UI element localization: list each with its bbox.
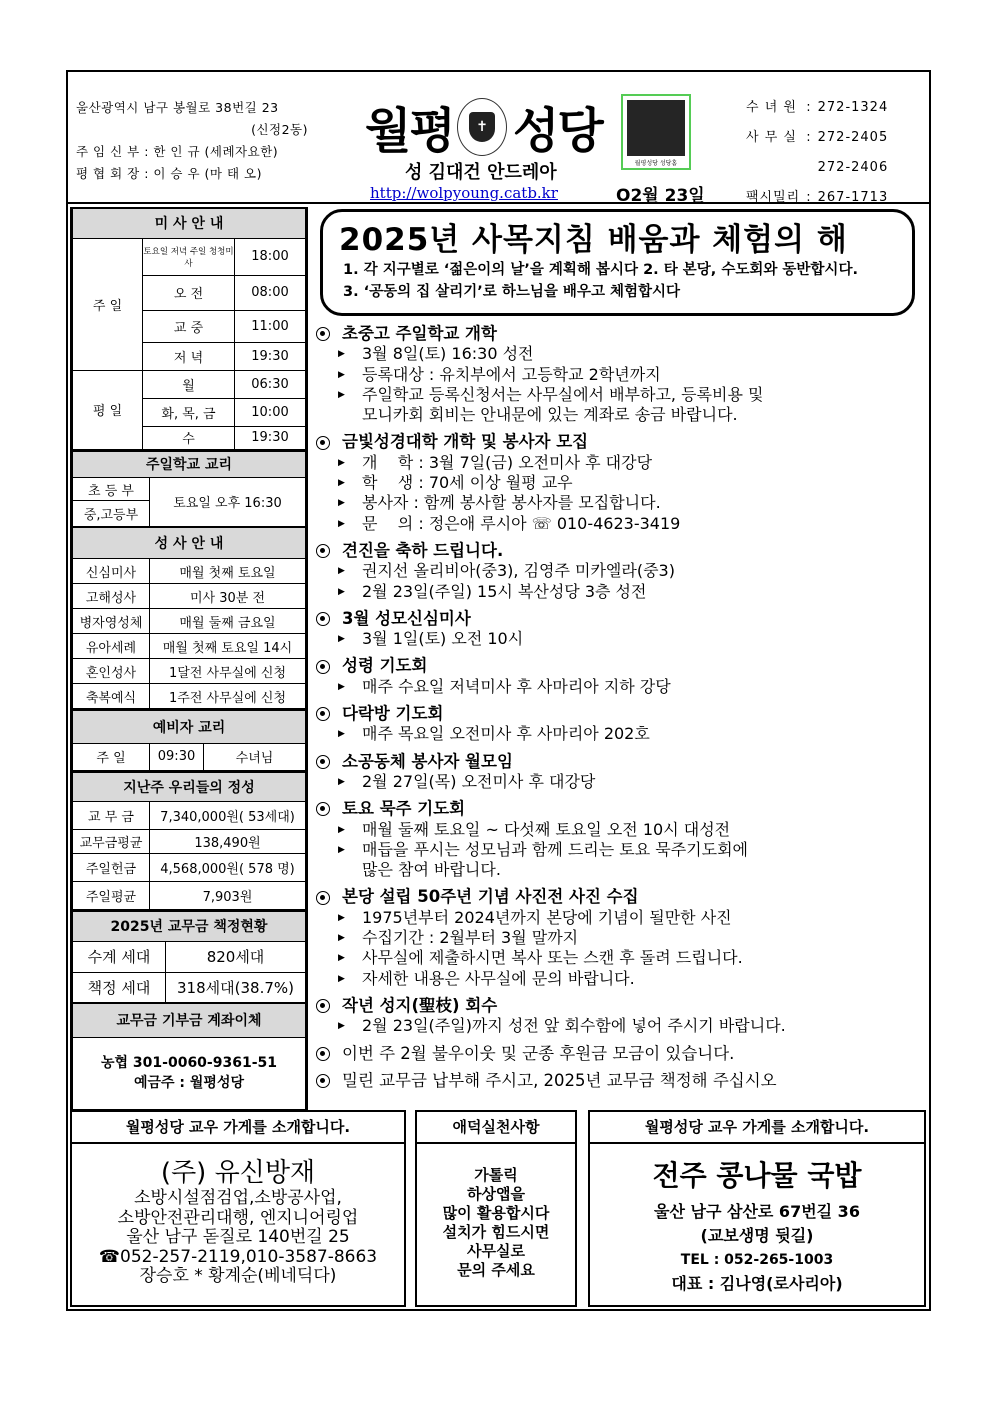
announcement-title: [316, 432, 922, 452]
shop-ad-right: [588, 1110, 926, 1307]
announcement-item-text: 매듭을 푸시는 성모님과 함께 드리는 토요 묵주기도회에 많은 참여 바랍니다.: [362, 839, 749, 880]
banner-line: 3. ‘공동의 집 살리기’로 하느님을 배우고 체험합시다: [343, 284, 681, 300]
contact-label: 사 무 실: [746, 130, 797, 145]
announcement-item-text: 매주 수요일 저녁미사 후 사마리아 지하 강당: [362, 676, 671, 696]
announcement-item-text: 매주 목요일 오전미사 후 사마리아 202호: [362, 724, 650, 744]
school-grade: 중,고등부: [73, 501, 150, 527]
announcement-title: [316, 541, 922, 561]
announcement: [316, 887, 922, 988]
contact-value: 272-2405: [817, 130, 889, 145]
announcement-item: [316, 772, 922, 792]
sacrament-name: 혼인성사: [73, 659, 150, 684]
announcement-title-text: 본당 설립 50주년 기념 사진전 사진 수집: [342, 887, 639, 907]
announcement-title: [316, 752, 922, 772]
mass-time: 19:30: [235, 342, 306, 370]
triangle-bullet-icon: ▶: [338, 729, 345, 740]
announcement-item-text: 문 의 : 정은애 루시아 ☏ 010-4623-3419: [362, 513, 681, 533]
qr-caption: 월평성당 성당홈: [634, 160, 678, 167]
pastor: 주 임 신 부 : 한 인 규 (세례자요한): [76, 144, 279, 159]
mass-name: 교 중: [143, 310, 235, 342]
radio-bullet-icon: [316, 707, 330, 721]
mass-time: 06:30: [235, 370, 306, 398]
pledge-title: 2025년 교무금 책정현황: [73, 911, 306, 941]
announcement: [316, 609, 922, 650]
triangle-bullet-icon: ▶: [338, 349, 345, 360]
charity-header: 애덕실천사항: [417, 1112, 575, 1144]
announcement: [316, 996, 922, 1037]
announcement-title: [316, 656, 922, 676]
contact-row: [744, 154, 890, 182]
announcement-item-text: 봉사자 : 함께 봉사할 봉사자를 모집합니다.: [362, 493, 661, 513]
radio-bullet-icon: [316, 436, 330, 450]
offering-label: 교 무 금: [73, 802, 150, 830]
announcement-item-text: 3월 8일(토) 16:30 성전: [362, 344, 534, 364]
announcement-item-text: 개 학 : 3월 7일(금) 오전미사 후 대강당: [362, 452, 653, 472]
announcement: [316, 324, 922, 425]
triangle-bullet-icon: ▶: [338, 681, 345, 692]
triangle-bullet-icon: ▶: [338, 953, 345, 964]
announcement-item: [316, 1016, 922, 1036]
triangle-bullet-icon: ▶: [338, 586, 345, 597]
sunday-school-title: 주일학교 교리: [73, 451, 306, 478]
announcement-title: [316, 1044, 922, 1064]
banner-line: 1. 각 지구별로 ‘젊은이의 날’을 계획해 봅시다 2. 타 본당, 수도회와 동반합시다.: [343, 262, 858, 278]
shop-name: 전주 콩나물 국밥: [652, 1159, 862, 1192]
announcement-title-text: 다락방 기도회: [342, 704, 444, 724]
offering-value: 4,568,000원( 578 명): [150, 854, 306, 882]
triangle-bullet-icon: ▶: [338, 369, 345, 380]
catechumen-teacher: 수녀님: [204, 743, 306, 770]
triangle-bullet-icon: ▶: [338, 518, 345, 529]
catechumen-day: 주 일: [73, 743, 150, 770]
announcement-title: [316, 609, 922, 629]
radio-bullet-icon: [316, 802, 330, 816]
announcement-item: [316, 948, 922, 968]
ad-header: 월평성당 교우 가게를 소개합니다.: [590, 1112, 924, 1144]
shop-address: 울산 남구 돋질로 140번길 25: [126, 1227, 350, 1247]
announcement-title-text: 성령 기도회: [342, 656, 428, 676]
charity-line: 많이 활용합시다: [442, 1204, 550, 1222]
contact-label: 팩시밀리: [746, 190, 801, 205]
radio-bullet-icon: [316, 612, 330, 626]
announcement-item-text: 학 생 : 70세 이상 월평 교우: [362, 473, 573, 493]
announcement-item: [316, 344, 922, 364]
announcement-title-text: 견진을 축하 드립니다.: [342, 540, 504, 560]
sidebar: [70, 207, 308, 1112]
announcement-item-text: 권지선 올리비아(중3), 김영주 미카엘라(중3): [362, 561, 675, 581]
mass-name: 저 녁: [143, 342, 235, 370]
offering-value: 7,340,000원( 53세대): [150, 802, 306, 830]
address-district: (신정2동): [251, 122, 308, 137]
contact-value: 272-2406: [817, 160, 889, 175]
triangle-bullet-icon: ▶: [338, 566, 345, 577]
mass-time: 10:00: [235, 398, 306, 426]
announcement-item: [316, 473, 922, 493]
offering-value: 7,903원: [150, 882, 306, 910]
header-divider: [66, 202, 931, 204]
triangle-bullet-icon: ▶: [338, 776, 345, 787]
announcement-item-text: 2월 23일(주일) 15시 복산성당 3층 성전: [362, 581, 647, 601]
sunday-label: 주 일: [73, 238, 143, 370]
pledge-value: 820세대: [166, 941, 306, 972]
sacrament-name: 축복예식: [73, 684, 150, 709]
radio-bullet-icon: [316, 1074, 330, 1088]
sacrament-schedule: 미사 30분 전: [150, 584, 306, 609]
charity-line: 문의 주세요: [457, 1261, 535, 1279]
radio-bullet-icon: [316, 544, 330, 558]
offering-value: 138,490원: [150, 830, 306, 854]
sacrament-name: 고해성사: [73, 584, 150, 609]
sacrament-name: 유아세례: [73, 634, 150, 659]
radio-bullet-icon: [316, 1047, 330, 1061]
church-seal-icon: ✝: [457, 98, 507, 156]
council-president: 평 협 회 장 : 이 승 우 (마 태 오): [76, 166, 262, 181]
charity-line: 하상앱을: [467, 1185, 525, 1203]
announcement-item-text: 2월 23일(주일)까지 성전 앞 회수함에 넣어 주시기 바랍니다.: [362, 1016, 786, 1036]
charity-line: 설치가 힘드시면: [442, 1223, 550, 1241]
triangle-bullet-icon: ▶: [338, 1021, 345, 1032]
sacrament-name: 병자영성체: [73, 609, 150, 634]
mass-time: 08:00: [235, 275, 306, 310]
announcement: [316, 799, 922, 880]
announcement-title-text: 소공동체 봉사자 월모임: [342, 751, 513, 771]
announcement-item: [316, 840, 922, 881]
announcement-item-text: 3월 1일(토) 오전 10시: [362, 629, 524, 649]
triangle-bullet-icon: ▶: [338, 844, 345, 855]
banner-title: 2025년 사목지침 배움과 체험의 해: [339, 222, 848, 258]
announcement: [316, 1044, 922, 1064]
announcement-item: [316, 820, 922, 840]
triangle-bullet-icon: ▶: [338, 478, 345, 489]
mass-title: 미 사 안 내: [73, 209, 306, 238]
bulletin-date: O2월 23일: [616, 186, 705, 206]
announcement-title: [316, 1071, 922, 1091]
announcement-item: [316, 928, 922, 948]
radio-bullet-icon: [316, 891, 330, 905]
triangle-bullet-icon: ▶: [338, 933, 345, 944]
announcement-item: [316, 582, 922, 602]
offering-label: 주일평균: [73, 882, 150, 910]
weekday-label: 평 일: [73, 370, 143, 449]
announcement-title: [316, 887, 922, 907]
triangle-bullet-icon: ▶: [338, 634, 345, 645]
pastoral-banner: [320, 209, 915, 316]
shop-phone: ☎052-257-2119,010-3587-8663: [98, 1246, 378, 1267]
triangle-bullet-icon: ▶: [338, 389, 345, 400]
contact-label: 수 녀 원: [746, 100, 797, 115]
announcement-title: [316, 324, 922, 344]
pledge-label: 수계 세대: [73, 941, 166, 972]
mass-name: 월: [143, 370, 235, 398]
announcement-item-text: 수집기간 : 2월부터 3월 말까지: [362, 928, 579, 948]
account-title: 교무금 기부금 계좌이체: [73, 1003, 306, 1037]
announcement-item: [316, 724, 922, 744]
contact-value: 267-1713: [817, 190, 889, 205]
contact-row: 팩시밀리 : 267-1713: [744, 184, 890, 212]
catechumen-title: 예비자 교리: [73, 710, 306, 743]
sacrament-schedule: 매월 첫째 토요일 14시: [150, 634, 306, 659]
offering-title: 지난주 우리들의 정성: [73, 772, 306, 802]
announcement-title-text: 밀린 교무금 납부해 주시고, 2025년 교무금 책정해 주십시오: [342, 1070, 777, 1090]
shop-owner: 장승호 * 황계순(베네딕다): [139, 1266, 337, 1286]
qr-code-icon[interactable]: [621, 94, 691, 170]
website-link[interactable]: http://wolpyoung.catb.kr: [370, 184, 558, 202]
triangle-bullet-icon: ▶: [338, 824, 345, 835]
announcement-item-text: 주일학교 등록신청서는 사무실에서 배부하고, 등록비용 및 모니카회 회비는 안내문에 있는 계좌로 송금 바랍니다.: [362, 384, 764, 425]
announcement-title: [316, 799, 922, 819]
shop-line: 소방안전관리대행, 엔지니어링업: [117, 1207, 359, 1228]
title-right: 성당: [513, 103, 602, 159]
announcement: [316, 432, 922, 533]
triangle-bullet-icon: ▶: [338, 973, 345, 984]
announcement-item: [316, 385, 922, 426]
announcement-title-text: 3월 성모신심미사: [342, 608, 471, 628]
mass-name: 오 전: [143, 275, 235, 310]
announcement-item-text: 사무실에 제출하시면 복사 또는 스캔 후 돌려 드립니다.: [362, 948, 743, 968]
contact-row: 사 무 실 : 272-2405: [744, 124, 890, 152]
church-logo: [365, 92, 605, 162]
triangle-bullet-icon: ▶: [338, 498, 345, 509]
shop-name: (주) 유신방재: [160, 1158, 316, 1188]
account-holder: 예금주 : 월평성당: [133, 1075, 244, 1091]
announcement-item: [316, 561, 922, 581]
announcement: [316, 1071, 922, 1091]
announcement: [316, 752, 922, 793]
contact-list: [742, 92, 892, 214]
church-info: [76, 97, 308, 185]
triangle-bullet-icon: ▶: [338, 457, 345, 468]
announcement-title: [316, 996, 922, 1016]
shop-landmark: (교보생명 뒷길): [700, 1226, 814, 1245]
offering-label: 교무금평균: [73, 830, 150, 854]
sacrament-schedule: 1달전 사무실에 신청: [150, 659, 306, 684]
announcement-item: [316, 677, 922, 697]
school-grade: 초 등 부: [73, 478, 150, 501]
contact-row: 수 녀 원 : 272-1324: [744, 94, 890, 122]
announcement-item-text: 1975년부터 2024년까지 본당에 기념이 될만한 사진: [362, 907, 732, 927]
catechumen-time: 09:30: [150, 743, 204, 770]
sacrament-name: 신심미사: [73, 559, 150, 584]
triangle-bullet-icon: ▶: [338, 912, 345, 923]
mass-name: 토요일 저녁 주일 청청미사: [143, 238, 235, 275]
charity-line: 사무실로: [467, 1242, 525, 1260]
address: 울산광역시 남구 봉월로 38번길 23: [76, 100, 279, 115]
patron-saint: 성 김대건 안드레아: [405, 162, 557, 183]
announcement-title-text: 토요 묵주 기도회: [342, 799, 466, 819]
contact-label: [744, 154, 802, 182]
charity-box: [415, 1110, 577, 1307]
sacrament-schedule: 매월 첫째 토요일: [150, 559, 306, 584]
announcement-title: [316, 704, 922, 724]
announcement-item-text: 자세한 내용은 사무실에 문의 바랍니다.: [362, 968, 635, 988]
announcement-item-text: 매월 둘째 토요일 ~ 다섯째 토요일 오전 10시 대성전: [362, 819, 731, 839]
announcement-item: [316, 629, 922, 649]
announcement: [316, 704, 922, 745]
radio-bullet-icon: [316, 327, 330, 341]
mass-time: 19:30: [235, 426, 306, 449]
school-time: 토요일 오후 16:30: [150, 478, 306, 527]
announcement-title-text: 작년 성지(聖枝) 회수: [342, 995, 498, 1015]
announcement-item: [316, 493, 922, 513]
title-left: 월평: [365, 103, 454, 159]
ad-header: 월평성당 교우 가게를 소개합니다.: [72, 1112, 404, 1144]
announcement-item: [316, 453, 922, 473]
mass-name: 화, 목, 금: [143, 398, 235, 426]
announcement-item-text: 2월 27일(목) 오전미사 후 대강당: [362, 771, 596, 791]
sacrament-schedule: 매월 둘째 금요일: [150, 609, 306, 634]
radio-bullet-icon: [316, 660, 330, 674]
contact-value: 272-1324: [817, 100, 889, 115]
account-number: 농협 301-0060-9361-51: [101, 1055, 277, 1071]
shop-ad-left: [70, 1110, 406, 1307]
announcement-title-text: 초중고 주일학교 개학: [342, 324, 497, 343]
announcement-item: [316, 365, 922, 385]
shop-address: 울산 남구 삼산로 67번길 36: [654, 1202, 860, 1221]
mass-name: 수: [143, 426, 235, 449]
offering-label: 주일헌금: [73, 854, 150, 882]
announcement-item: [316, 908, 922, 928]
announcement-item: [316, 514, 922, 534]
announcements: [316, 324, 922, 1098]
sacrament-schedule: 1주전 사무실에 신청: [150, 684, 306, 709]
pledge-value: 318세대(38.7%): [166, 972, 306, 1003]
shop-owner: 대표 : 김나영(로사리아): [671, 1274, 843, 1293]
sacrament-title: 성 사 안 내: [73, 527, 306, 559]
radio-bullet-icon: [316, 755, 330, 769]
announcement: [316, 656, 922, 697]
mass-time: 18:00: [235, 238, 306, 275]
announcement-title-text: 금빛성경대학 개학 및 봉사자 모집: [342, 432, 589, 452]
announcement-item: [316, 969, 922, 989]
announcement: [316, 541, 922, 602]
shop-line: 소방시설점검업,소방공사업,: [134, 1188, 342, 1208]
announcement-item-text: 등록대상 : 유치부에서 고등학교 2학년까지: [362, 364, 661, 384]
radio-bullet-icon: [316, 999, 330, 1013]
shop-phone: TEL : 052-265-1003: [680, 1252, 834, 1268]
pledge-label: 책정 세대: [73, 972, 166, 1003]
announcement-title-text: 이번 주 2월 불우이웃 및 군종 후원금 모금이 있습니다.: [342, 1043, 735, 1063]
mass-time: 11:00: [235, 310, 306, 342]
charity-line: 가톨릭: [474, 1166, 518, 1184]
